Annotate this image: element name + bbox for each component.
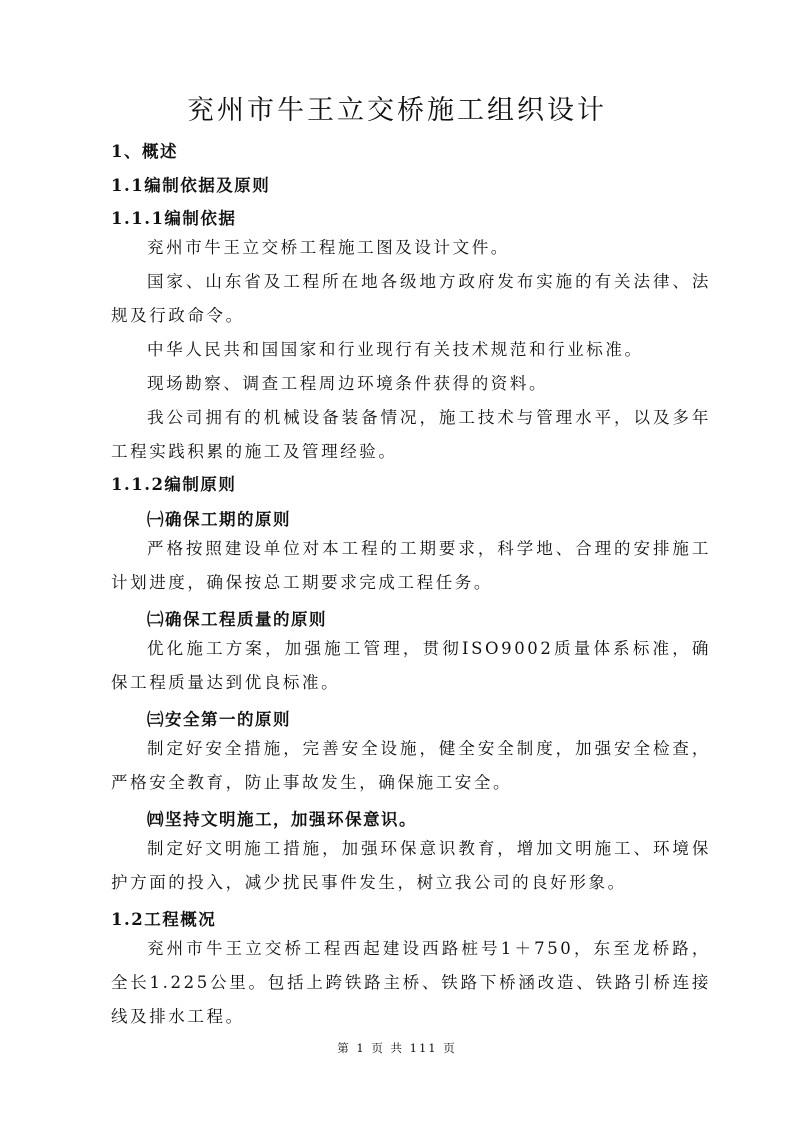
principle-heading-3: ㈢安全第一的原则 <box>147 710 291 729</box>
heading-1: 1、概述 <box>111 142 178 161</box>
principle-heading-2: ㈡确保工程质量的原则 <box>147 610 327 629</box>
document-title: 兖州市牛王立交桥施工组织设计 <box>187 95 607 126</box>
principle-heading-4: ㈣坚持文明施工，加强环保意识。 <box>147 810 417 829</box>
heading-1-1: 1.1编制依据及原则 <box>111 176 271 195</box>
principle-text-1: 严格按照建设单位对本工程的工期要求，科学地、合理的安排施工计划进度，确保按总工期要求完成工程任务。 <box>111 539 711 592</box>
principle-text-4: 制定好文明施工措施，加强环保意识教育，增加文明施工、环境保护方面的投入，减少扰民事件发生，树立我公司的良好形象。 <box>111 839 711 892</box>
basis-paragraph-5: 我公司拥有的机械设备装备情况，施工技术与管理水平，以及多年工程实践积累的施工及管理经验。 <box>111 408 711 461</box>
basis-paragraph-4: 现场勘察、调查工程周边环境条件获得的资料。 <box>147 374 549 393</box>
basis-paragraph-3: 中华人民共和国国家和行业现行有关技术规范和行业标准。 <box>147 340 644 359</box>
heading-1-2: 1.2工程概况 <box>111 910 217 929</box>
principle-heading-1: ㈠确保工期的原则 <box>147 510 291 529</box>
principle-text-3: 制定好安全措施，完善安全设施，健全安全制度，加强安全检查，严格安全教育，防止事故发生，确保施工安全。 <box>111 739 711 792</box>
overview-paragraph: 兖州市牛王立交桥工程西起建设西路桩号1＋750，东至龙桥路，全长1.225公里。包括上跨铁路主桥、铁路下桥涵改造、铁路引桥连接线及排水工程。 <box>111 939 711 1026</box>
heading-1-1-1: 1.1.1编制依据 <box>111 209 237 228</box>
basis-paragraph-2: 国家、山东省及工程所在地各级地方政府发布实施的有关法律、法规及行政命令。 <box>111 272 711 325</box>
heading-1-1-2: 1.1.2编制原则 <box>111 475 237 494</box>
principle-text-2: 优化施工方案，加强施工管理，贯彻ISO9002质量体系标准，确保工程质量达到优良标准。 <box>111 639 711 692</box>
basis-paragraph-1: 兖州市牛王立交桥工程施工图及设计文件。 <box>147 238 510 257</box>
page-footer: 第 1 页 共 111 页 <box>337 1041 457 1055</box>
